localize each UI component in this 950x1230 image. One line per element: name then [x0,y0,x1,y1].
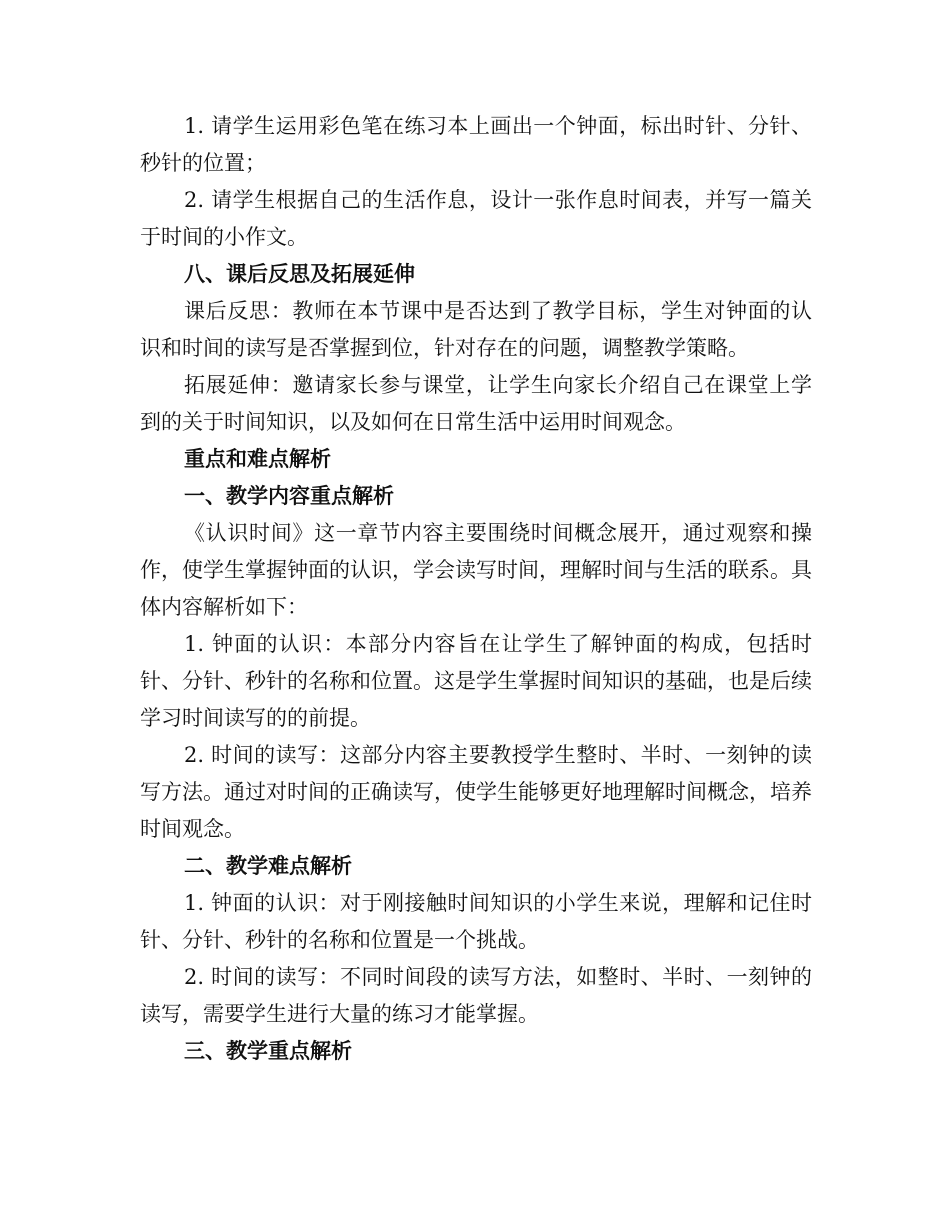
paragraph-exercise-2: 2. 请学生根据自己的生活作息，设计一张作息时间表，并写一篇关于时间的小作文。 [140,188,812,249]
section-heading-eight: 八、课后反思及拓展延伸 [184,262,415,286]
section-heading-one: 一、教学内容重点解析 [184,484,394,508]
paragraph-content-intro: 《认识时间》这一章节内容主要围绕时间概念展开，通过观察和操作，使学生掌握钟面的认识，学会读写时间，理解时间与生活的联系。具体内容解析如下： [140,521,812,619]
section-heading-key-difficult: 重点和难点解析 [184,447,331,471]
paragraph-exercise-1: 1. 请学生运用彩色笔在练习本上画出一个钟面，标出时针、分针、秒针的位置； [140,114,812,175]
document-page [140,108,812,1070]
paragraph-time-reading: 2. 时间的读写：这部分内容主要教授学生整时、半时、一刻钟的读写方法。通过对时间的正确读写，使学生能够更好地理解时间概念，培养时间观念。 [140,743,812,841]
paragraph-difficulty-1: 1. 钟面的认识：对于刚接触时间知识的小学生来说，理解和记住时针、分针、秒针的名称和位置是一个挑战。 [140,891,812,952]
paragraph-extension: 拓展延伸：邀请家长参与课堂，让学生向家长介绍自己在课堂上学到的关于时间知识，以及如何在日常生活中运用时间观念。 [140,373,812,434]
section-heading-two: 二、教学难点解析 [184,854,352,878]
paragraph-clock-face: 1. 钟面的认识：本部分内容旨在让学生了解钟面的构成，包括时针、分针、秒针的名称和位置。这是学生掌握时间知识的基础，也是后续学习时间读写的的前提。 [140,632,812,730]
paragraph-reflection: 课后反思：教师在本节课中是否达到了教学目标，学生对钟面的认识和时间的读写是否掌握到位，针对存在的问题，调整教学策略。 [140,299,812,360]
paragraph-difficulty-2: 2. 时间的读写：不同时间段的读写方法，如整时、半时、一刻钟的读写，需要学生进行大量的练习才能掌握。 [140,965,812,1026]
section-heading-three: 三、教学重点解析 [184,1039,352,1063]
